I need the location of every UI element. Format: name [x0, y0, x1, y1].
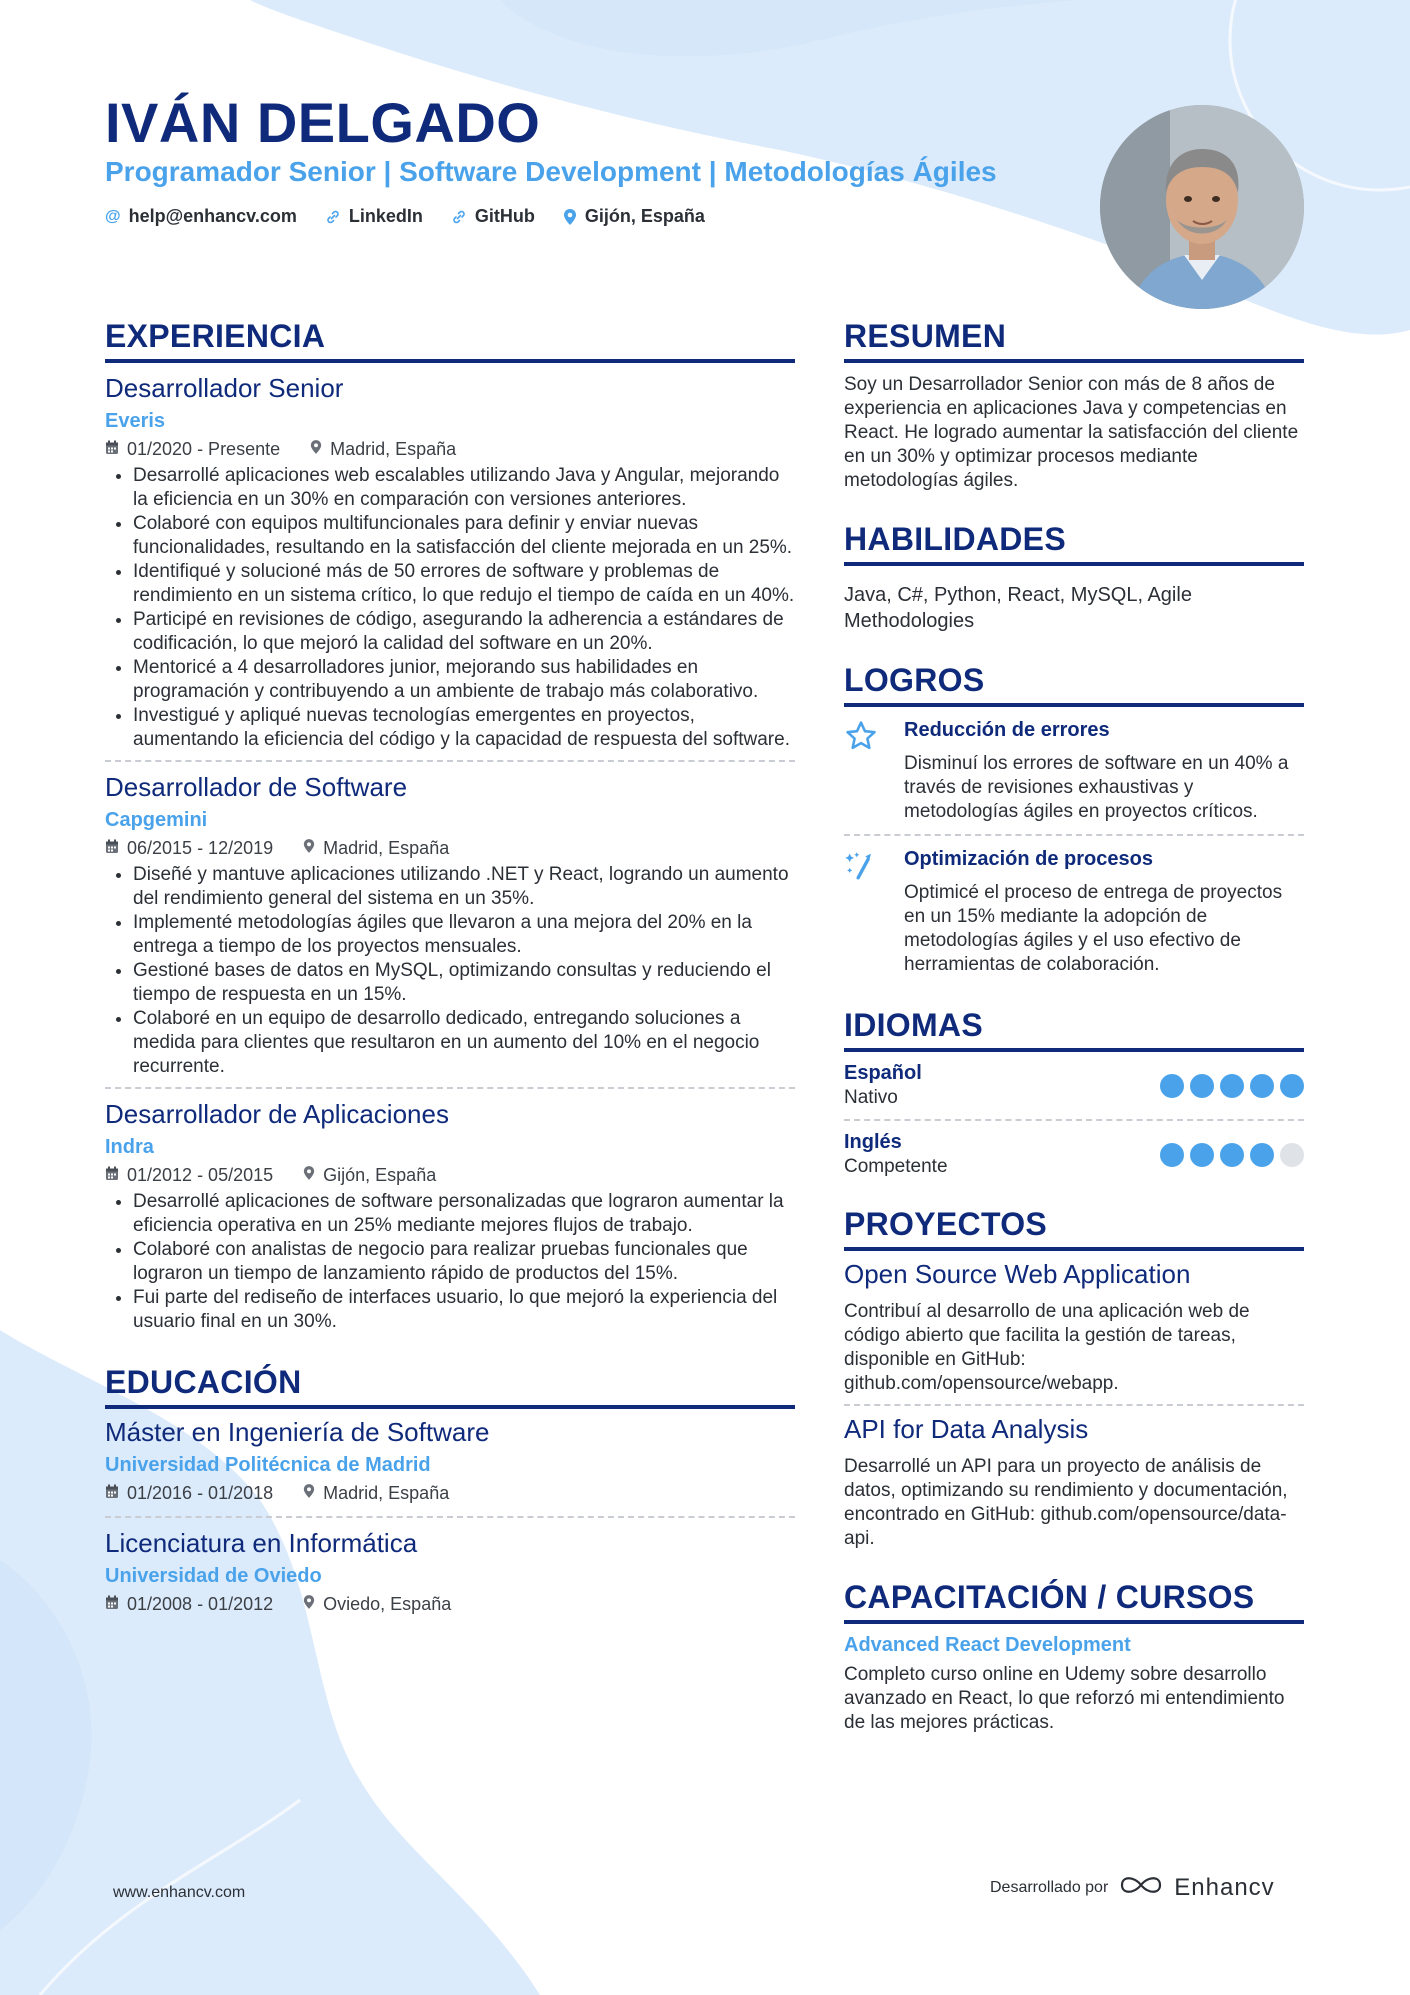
rating-dot-filled: [1280, 1074, 1304, 1098]
job-dates: 01/2020 - Presente: [127, 439, 281, 459]
job-dates: 06/2015 - 12/2019: [127, 838, 274, 858]
language-level: Nativo: [844, 1087, 898, 1108]
section-title-courses: CAPACITACIÓN / CURSOS: [844, 1579, 1304, 1624]
section-title-achievements: LOGROS: [844, 662, 1304, 707]
job-bullet: • Participé en revisiones de código, asegurando la adherencia a estándares de codificación, lo que mejoró la calidad del software en un 20%.: [133, 608, 795, 656]
job-bullet: • Colaboré con analistas de negocio para realizar pruebas funcionales que lograron un tiempo de lanzamiento rápido de productos del 15%.: [133, 1238, 795, 1286]
job-title: Desarrollador de Aplicaciones: [105, 1099, 449, 1129]
location-pin-icon: [303, 1165, 315, 1186]
job-meta: [105, 1165, 795, 1186]
calendar-icon: [105, 838, 119, 859]
language-item: [844, 1052, 1304, 1119]
achievement-item: [844, 834, 1304, 987]
contact-github[interactable]: [451, 206, 535, 227]
right-column: [844, 318, 1304, 1735]
contact-linkedin[interactable]: [325, 206, 423, 227]
link-icon: [451, 209, 467, 225]
language-name: Español: [844, 1062, 922, 1084]
left-column: [105, 318, 795, 1619]
job-bullets: [105, 1190, 795, 1334]
projects-section: [844, 1206, 1304, 1559]
project-item: [844, 1404, 1304, 1559]
education-dates: 01/2008 - 01/2012: [127, 1594, 274, 1614]
language-rating: [1160, 1143, 1304, 1167]
location-pin-icon: [563, 208, 577, 226]
job-meta: [105, 439, 795, 460]
job-bullet: • Identifiqué y solucioné más de 50 errores de software y problemas de rendimiento en un sistema crítico, lo que redujo el tiempo de caída en un 40%.: [133, 560, 795, 608]
contact-email-text: help@enhancv.com: [128, 206, 297, 226]
course-desc: Completo curso online en Udemy sobre desarrollo avanzado en React, lo que reforzó mi entendimiento de las mejores prácticas.: [844, 1664, 1285, 1733]
education-meta: [105, 1483, 795, 1504]
location-pin-icon: [303, 1594, 315, 1615]
skills-section: [844, 521, 1304, 634]
job-bullet: • Colaboré con equipos multifuncionales para definir y enviar nuevas funcionalidades, resultando en la satisfacción del cliente mejorada en un 25%.: [133, 512, 795, 560]
contact-location: [563, 206, 705, 227]
achievement-item: [844, 707, 1304, 834]
job-bullet: • Desarrollé aplicaciones de software personalizadas que lograron aumentar la eficiencia operativa en un 25% mediante mejores flujos de trabajo.: [133, 1190, 795, 1238]
language-item: [844, 1119, 1304, 1188]
rating-dot-filled: [1250, 1143, 1274, 1167]
job-bullets: [105, 863, 795, 1079]
at-icon: @: [105, 207, 121, 225]
job-location: Gijón, España: [323, 1165, 437, 1185]
job-title: Desarrollador Senior: [105, 373, 344, 403]
section-title-experience: EXPERIENCIA: [105, 318, 795, 363]
job-bullet: • Diseñé y mantuve aplicaciones utilizando .NET y React, logrando un aumento del rendimiento general del sistema en un 35%.: [133, 863, 795, 911]
rating-dot-filled: [1160, 1074, 1184, 1098]
calendar-icon: [105, 439, 119, 460]
job-bullet: • Desarrollé aplicaciones web escalables utilizando Java y Angular, mejorando la eficiencia en un 30% en comparación con versiones anteriores.: [133, 464, 795, 512]
school-name: Universidad de Oviedo: [105, 1565, 322, 1587]
job-bullet: • Implementé metodologías ágiles que llevaron a una mejora del 20% en la entrega a tiempo de los proyectos mensuales.: [133, 911, 795, 959]
rating-dot-filled: [1160, 1143, 1184, 1167]
profile-photo: [1100, 105, 1304, 309]
project-title: Open Source Web Application: [844, 1259, 1191, 1289]
course-title: Advanced React Development: [844, 1634, 1131, 1656]
location-pin-icon: [310, 439, 322, 460]
education-entry: [105, 1516, 795, 1619]
rating-dot-filled: [1190, 1143, 1214, 1167]
section-title-languages: IDIOMAS: [844, 1007, 1304, 1052]
rating-dot-filled: [1250, 1074, 1274, 1098]
rating-dot-filled: [1190, 1074, 1214, 1098]
project-item: [844, 1251, 1304, 1404]
contact-linkedin-text: LinkedIn: [348, 206, 423, 226]
achievement-title: Optimización de procesos: [904, 848, 1153, 870]
language-level: Competente: [844, 1156, 948, 1177]
footer-brand: Enhancv: [1174, 1873, 1275, 1901]
section-title-summary: RESUMEN: [844, 318, 1304, 363]
job-bullet: • Gestioné bases de datos en MySQL, optimizando consultas y reduciendo el tiempo de respuesta en un 15%.: [133, 959, 795, 1007]
rating-dot-filled: [1220, 1143, 1244, 1167]
job-company: Capgemini: [105, 809, 208, 831]
candidate-tagline: Programador Senior | Software Development | Metodologías Ágiles: [105, 156, 997, 187]
calendar-icon: [105, 1594, 119, 1615]
education-location: Oviedo, España: [323, 1594, 452, 1614]
job-meta: [105, 838, 795, 859]
summary-text: Soy un Desarrollador Senior con más de 8 años de experiencia en aplicaciones Java y competencias en React. He logrado aumentar la satisfacción del cliente en un 30% y optimizar procesos mediante metodologías ágiles.: [844, 374, 1299, 491]
skills-text: Java, C#, Python, React, MySQL, Agile Methodologies: [844, 584, 1192, 632]
calendar-icon: [105, 1165, 119, 1186]
language-rating: [1160, 1074, 1304, 1098]
achievement-title: Reducción de errores: [904, 719, 1110, 741]
education-entry: [105, 1409, 795, 1508]
footer-powered-by: Desarrollado por: [990, 1878, 1109, 1896]
contact-email[interactable]: [105, 206, 297, 227]
footer-website[interactable]: www.enhancv.com: [113, 1884, 246, 1901]
rating-dot-empty: [1280, 1143, 1304, 1167]
job-location: Madrid, España: [330, 439, 457, 459]
project-desc: Contribuí al desarrollo de una aplicación web de código abierto que facilita la gestión de tareas, disponible en GitHub: github.com/opensource/webapp.: [844, 1301, 1250, 1394]
education-section: [105, 1364, 795, 1619]
location-pin-icon: [303, 838, 315, 859]
contact-location-text: Gijón, España: [584, 206, 705, 226]
contact-github-text: GitHub: [474, 206, 535, 226]
job-location: Madrid, España: [323, 838, 450, 858]
section-title-education: EDUCACIÓN: [105, 1364, 795, 1409]
job-dates: 01/2012 - 05/2015: [127, 1165, 274, 1185]
section-title-skills: HABILIDADES: [844, 521, 1304, 566]
job-bullets: [105, 464, 795, 752]
section-title-projects: PROYECTOS: [844, 1206, 1304, 1251]
education-location: Madrid, España: [323, 1483, 450, 1503]
degree-title: Máster en Ingeniería de Software: [105, 1417, 490, 1447]
link-icon: [325, 209, 341, 225]
job-company: Indra: [105, 1136, 154, 1158]
job-company: Everis: [105, 410, 166, 432]
project-desc: Desarrollé un API para un proyecto de análisis de datos, optimizando su rendimiento y documentación, encontrado en GitHub: github.com/opensource/data-api.: [844, 1456, 1288, 1549]
language-name: Inglés: [844, 1131, 902, 1153]
enhancv-logo-icon: [1118, 1872, 1164, 1903]
magic-wand-icon: [844, 848, 888, 977]
achievements-section: [844, 662, 1304, 987]
achievement-desc: Optimicé el proceso de entrega de proyectos en un 15% mediante la adopción de metodologías ágiles y el uso efectivo de herramientas de colaboración.: [904, 882, 1283, 975]
location-pin-icon: [303, 1483, 315, 1504]
rating-dot-filled: [1220, 1074, 1244, 1098]
job-bullet: • Investigué y apliqué nuevas tecnologías emergentes en proyectos, aumentando la eficiencia del código y la capacidad de respuesta del software.: [133, 704, 795, 752]
star-icon: [844, 719, 888, 824]
degree-title: Licenciatura en Informática: [105, 1528, 418, 1558]
job-bullet: • Mentoricé a 4 desarrolladores junior, mejorando sus habilidades en programación y contribuyendo a un ambiente de trabajo más colaborativo.: [133, 656, 795, 704]
candidate-name: IVÁN DELGADO: [105, 91, 541, 154]
job-bullet: • Colaboré en un equipo de desarrollo dedicado, entregando soluciones a medida para clientes que resultaron en un aumento del 10% en el negocio recurrente.: [133, 1007, 795, 1079]
languages-section: [844, 1007, 1304, 1188]
achievement-desc: Disminuí los errores de software en un 40% a través de revisiones exhaustivas y metodologías ágiles en proyectos críticos.: [904, 753, 1289, 822]
experience-section: [105, 318, 795, 1342]
courses-section: [844, 1579, 1304, 1735]
calendar-icon: [105, 1483, 119, 1504]
education-dates: 01/2016 - 01/2018: [127, 1483, 274, 1503]
summary-section: [844, 318, 1304, 493]
job-bullet: • Fui parte del rediseño de interfaces usuario, lo que mejoró la experiencia del usuario final en un 30%.: [133, 1286, 795, 1334]
footer-branding: [990, 1872, 1275, 1903]
job-entry: [105, 1087, 795, 1342]
contact-bar: [105, 206, 705, 227]
job-entry: [105, 363, 795, 760]
job-title: Desarrollador de Software: [105, 772, 408, 802]
school-name: Universidad Politécnica de Madrid: [105, 1454, 431, 1476]
education-meta: [105, 1594, 795, 1615]
job-entry: [105, 760, 795, 1087]
project-title: API for Data Analysis: [844, 1414, 1089, 1444]
